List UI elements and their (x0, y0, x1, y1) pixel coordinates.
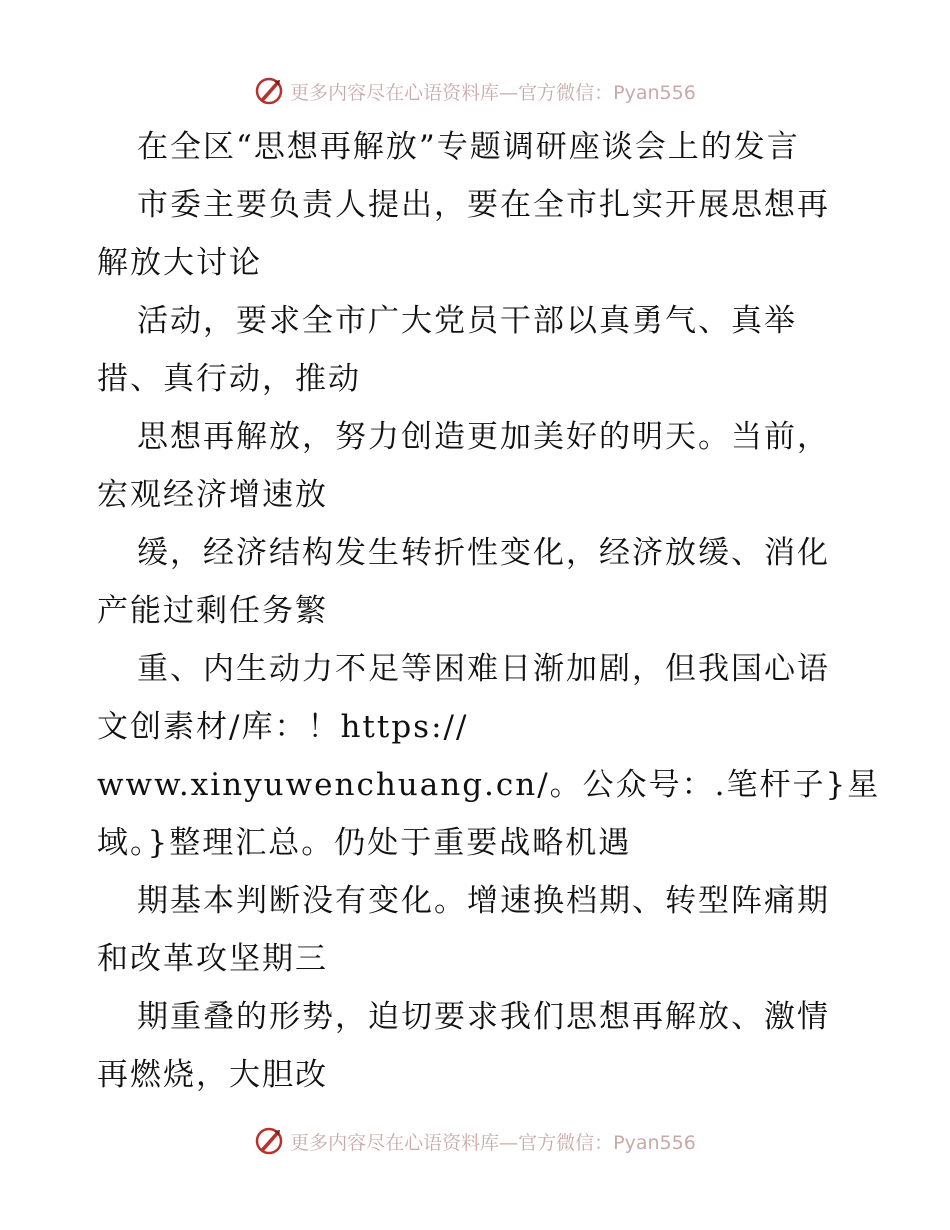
footer-watermark (0, 1121, 950, 1161)
footer-brand-text: 更多内容尽在心语资料库— (290, 1131, 519, 1154)
header-contact-text: 官方微信：Pyan556 (518, 81, 696, 104)
document-title: 在全区“思想再解放”专题调研座谈会上的发言 (137, 129, 800, 165)
paragraph-line: 活动，要求全市广大党员干部以真勇气、真举 (137, 303, 797, 339)
paragraph-line: 再燃烧，大胆改 (97, 1057, 328, 1093)
paragraph-line: 期基本判断没有变化。增速换档期、转型阵痛期 (137, 883, 830, 919)
paragraph-line: 重、内生动力不足等困难日渐加剧，但我国心语 (137, 651, 830, 687)
document-body (97, 118, 881, 1104)
paragraph-line: 文创素材/库：！https:// (97, 709, 469, 745)
paragraph-line: www.xinyuwenchuang.cn/。公众号：.笔杆子}星 (97, 767, 881, 803)
paragraph-line: 产能过剩任务繁 (97, 593, 328, 629)
paragraph-line: 措、真行动，推动 (97, 361, 361, 397)
paragraph-line: 和改革攻坚期三 (97, 941, 328, 977)
paragraph-line: 期重叠的形势，迫切要求我们思想再解放、激情 (137, 999, 830, 1035)
paragraph-line: 解放大讨论 (97, 245, 262, 281)
quill-logo-icon (254, 1126, 284, 1156)
paragraph-line: 缓，经济结构发生转折性变化，经济放缓、消化 (137, 535, 830, 571)
header-watermark (0, 71, 950, 111)
paragraph-line: 市委主要负责人提出，要在全市扎实开展思想再 (137, 187, 830, 223)
footer-contact-text: 官方微信：Pyan556 (518, 1131, 696, 1154)
header-brand-text: 更多内容尽在心语资料库— (290, 81, 519, 104)
paragraph-line: 思想再解放，努力创造更加美好的明天。当前， (137, 419, 830, 455)
quill-logo-icon (254, 76, 284, 106)
paragraph-line: 宏观经济增速放 (97, 477, 328, 513)
paragraph-line: 域。}整理汇总。仍处于重要战略机遇 (97, 825, 632, 861)
